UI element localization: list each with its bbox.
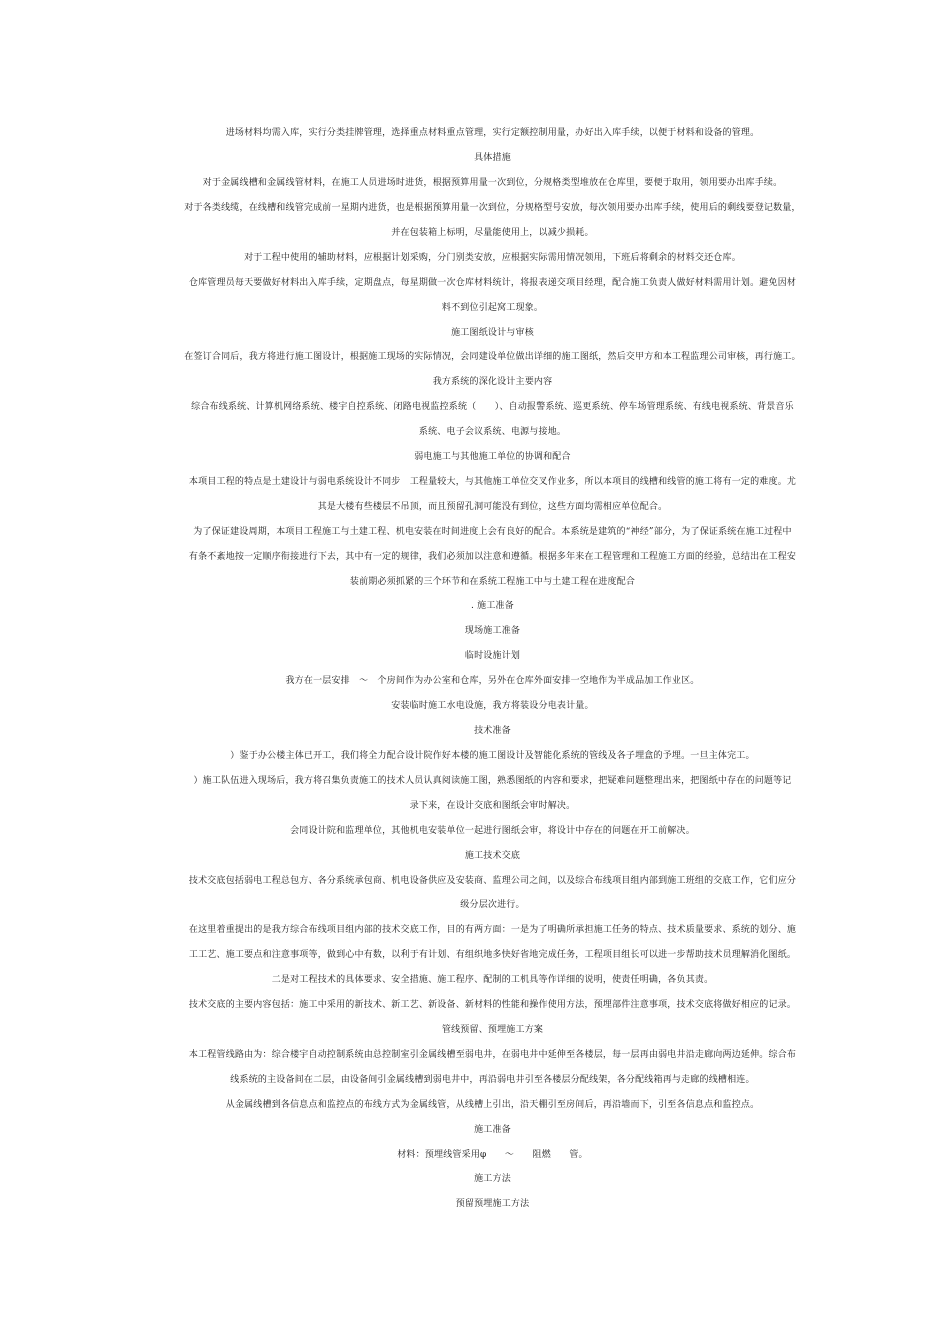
text-line: 有条不紊地按一定顺序衔接进行下去，其中有一定的规律，我们必须加以注意和遵循。根据多年来在工程管理和工程施工方面的经验，总结出在工程安 bbox=[188, 552, 797, 562]
text-line: ）鉴于办公楼主体已开工，我们将全力配合设计院作好本楼的施工图设计及智能化系统的管线及各子埋盒的予埋。一旦主体完工。 bbox=[230, 751, 755, 761]
text-line: 料不到位引起窝工现象。 bbox=[441, 303, 544, 313]
section-heading: 弱电施工与其他施工单位的协调和配合 bbox=[414, 452, 571, 462]
text-line: 在这里着重提出的是我方综合布线项目组内部的技术交底工作，目的有两方面：一是为了明确所承担施工任务的特点、技术质量要求、系统的划分、施 bbox=[188, 925, 797, 935]
text-line: 在签订合同后，我方将进行施工图设计，根据施工现场的实际情况，会同建设单位做出详细的施工图纸，然后交甲方和本工程监理公司审核，再行施工。 bbox=[184, 352, 801, 362]
text-line: 安装临时施工水电设施，我方将装设分电表计量。 bbox=[391, 701, 594, 711]
section-heading: 施工方法 bbox=[474, 1174, 511, 1184]
section-heading: 施工技术交底 bbox=[464, 851, 521, 861]
text-line: 为了保证建设周期，本项目工程施工与土建工程、机电安装在时间进度上会有良好的配合。本系统是建筑的“神经”部分，为了保证系统在施工过程中 bbox=[193, 527, 792, 537]
section-heading: 预留预埋施工方法 bbox=[455, 1199, 530, 1209]
text-line: 级分层次进行。 bbox=[460, 900, 525, 910]
text-line: 二是对工程技术的具体要求、安全措施、施工程序、配制的工机具等作详细的说明，使责任明确，各负其责。 bbox=[271, 975, 714, 985]
text-line: 材料：预埋线管采用φ ～ 阻燃 管。 bbox=[397, 1150, 588, 1160]
text-line: 我方在一层安排 ～ 个房间作为办公室和仓库，另外在仓库外面安排一空地作为半成品加工作业区。 bbox=[285, 676, 700, 686]
text-line: 系统、电子会议系统、电源与接地。 bbox=[418, 427, 567, 437]
text-line: 综合布线系统、计算机网络系统、楼宇自控系统、闭路电视监控系统（ ）、自动报警系统、巡更系统、停车场管理系统、有线电视系统、背景音乐 bbox=[191, 402, 794, 412]
text-line: 装前期必须抓紧的三个环节和在系统工程施工中与土建工程在进度配合 bbox=[349, 577, 636, 587]
section-heading: 现场施工准备 bbox=[464, 626, 521, 636]
section-heading: 管线预留、预埋施工方案 bbox=[441, 1025, 544, 1035]
text-line: 对于工程中使用的辅助材料，应根据计划采购，分门别类安放，应根据实际需用情况领用，下班后将剩余的材料交还仓库。 bbox=[244, 253, 741, 263]
section-heading: 施工图纸设计与审核 bbox=[451, 328, 534, 338]
text-line: 并在包装箱上标明，尽量能使用上，以减少损耗。 bbox=[391, 228, 594, 238]
section-heading: . 施工准备 bbox=[471, 601, 514, 611]
text-line: 本工程管线路由为：综合楼宇自动控制系统由总控制室引金属线槽至弱电井，在弱电井中延伸至各楼层，每一层再由弱电井沿走廊向两边延伸。综合布 bbox=[188, 1050, 797, 1060]
text-line: 技术交底包括弱电工程总包方、各分系统承包商、机电设备供应及安装商、监理公司之间，以及综合布线项目组内部到施工班组的交底工作，它们应分 bbox=[188, 876, 797, 886]
text-line: 对于各类线缆，在线槽和线管完成前一星期内进货，也是根据预算用量一次到位，分规格型号安放，每次领用要办出库手续，使用后的剩线要登记数量， bbox=[184, 203, 801, 213]
text-line: 线系统的主设备间在二层，由设备间引金属线槽到弱电井中，再沿弱电井引至各楼层分配线架，各分配线箱再与走廊的线槽相连。 bbox=[230, 1075, 755, 1085]
section-heading: 我方系统的深化设计主要内容 bbox=[432, 377, 553, 387]
text-line: 技术交底的主要内容包括：施工中采用的新技术、新工艺、新设备、新材料的性能和操作使用方法，预埋部件注意事项，技术交底将做好相应的记录。 bbox=[188, 1000, 797, 1010]
section-heading: 施工准备 bbox=[474, 1125, 511, 1135]
text-line: 其是大楼有些楼层不吊顶，而且预留孔洞可能没有到位，这些方面均需相应单位配合。 bbox=[317, 502, 668, 512]
text-line: 仓库管理员每天要做好材料出入库手续，定期盘点，每星期做一次仓库材料统计，将报表递交项目经理，配合施工负责人做好材料需用计划。避免因材 bbox=[188, 278, 797, 288]
text-line: 录下来，在设计交底和图纸会审时解决。 bbox=[409, 801, 576, 811]
text-line: 本项目工程的特点是土建设计与弱电系统设计不同步 工程量较大，与其他施工单位交叉作业多，所以本项目的线槽和线管的施工将有一定的难度。尤 bbox=[188, 477, 797, 487]
text-line: 工工艺、施工要点和注意事项等，做到心中有数，以利于有计划、有组织地多快好省地完成任务，工程项目组长可以进一步帮助技术员理解消化图纸。 bbox=[188, 950, 797, 960]
section-heading: 临时设施计划 bbox=[464, 651, 521, 661]
section-heading: 技术准备 bbox=[474, 726, 511, 736]
text-line: ）施工队伍进入现场后，我方将召集负责施工的技术人员认真阅读施工图，熟悉图纸的内容和要求，把疑难问题整理出来，把图纸中存在的问题等记 bbox=[193, 776, 792, 786]
text-line: 对于金属线槽和金属线管材料，在施工人员进场时进货，根据预算用量一次到位，分规格类型堆放在仓库里，要便于取用，领用要办出库手续。 bbox=[202, 178, 783, 188]
text-line: 从金属线槽到各信息点和监控点的布线方式为金属线管，从线槽上引出，沿天棚引至房间后，再沿墙而下，引至各信息点和监控点。 bbox=[225, 1100, 760, 1110]
section-heading: 具体措施 bbox=[474, 153, 511, 163]
text-line: 会同设计院和监理单位，其他机电安装单位一起进行图纸会审，将设计中存在的问题在开工前解决。 bbox=[290, 826, 695, 836]
text-line: 进场材料均需入库，实行分类挂牌管理，选择重点材料重点管理，实行定额控制用量，办好出入库手续，以便于材料和设备的管理。 bbox=[225, 128, 760, 138]
